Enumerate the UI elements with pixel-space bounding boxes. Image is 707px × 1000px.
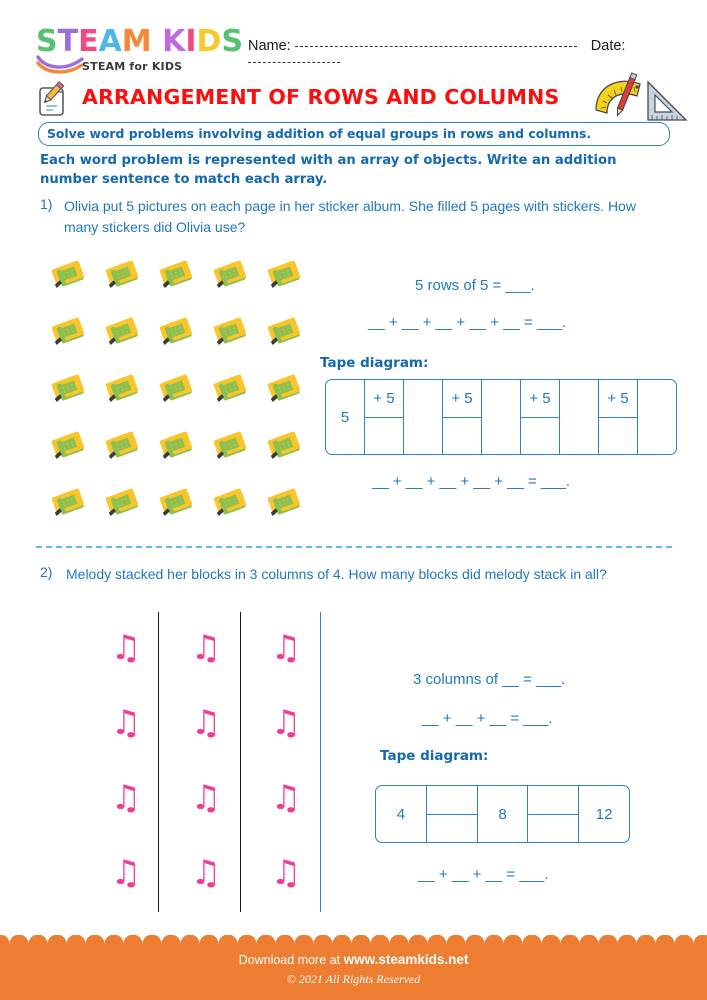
sticker-books-icon bbox=[42, 245, 96, 302]
logo-letter-1: T bbox=[57, 24, 79, 59]
tape-cell[interactable]: 12 bbox=[595, 805, 613, 823]
sticker-books-icon bbox=[204, 416, 258, 473]
music-note-icon: ♫ bbox=[270, 777, 302, 818]
tape-cell[interactable] bbox=[528, 786, 579, 842]
logo-letter-3: A bbox=[98, 24, 122, 59]
tape-cell-top: + 5 bbox=[521, 380, 559, 418]
name-date-row bbox=[248, 38, 688, 62]
tape-cell-bottom bbox=[521, 418, 559, 455]
problem-2-tape-diagram bbox=[375, 785, 630, 843]
logo-tagline: STEAM for KIDS bbox=[82, 60, 183, 73]
tape-cell-top: + 5 bbox=[599, 380, 637, 418]
music-note-icon: ♫ bbox=[270, 852, 302, 893]
tape-cell[interactable]: 8 bbox=[478, 786, 529, 842]
instruction-detail: Each word problem is represented with an array of objects. Write an addition number sentence to match each array. bbox=[40, 153, 617, 187]
problem-1-text: Olivia put 5 pictures on each page in her sticker album. She filled 5 pages with stickers. How many stickers did Olivia use? bbox=[64, 198, 636, 235]
column-separator-2 bbox=[240, 612, 241, 912]
tape-cell-top bbox=[528, 786, 578, 815]
page-title: ARRANGEMENT OF ROWS AND COLUMNS bbox=[82, 85, 560, 109]
music-note-icon: ♫ bbox=[110, 627, 142, 668]
instruction-box bbox=[38, 122, 670, 146]
sticker-books-icon bbox=[96, 473, 150, 530]
sticker-books-icon bbox=[42, 416, 96, 473]
tape-cell[interactable]: 5 bbox=[326, 380, 365, 454]
tape-cell-top: + 5 bbox=[443, 380, 481, 418]
ruler-triangle-pencil-icon bbox=[588, 70, 693, 128]
column-separator-3 bbox=[320, 612, 321, 912]
problem-1-tape-diagram bbox=[325, 379, 677, 455]
tape-cell[interactable] bbox=[443, 380, 482, 454]
date-label: Date: bbox=[590, 38, 626, 54]
date-input-line[interactable] bbox=[248, 62, 340, 63]
music-note-icon: ♫ bbox=[190, 627, 222, 668]
tape-cell[interactable] bbox=[638, 380, 676, 454]
logo-letter-7: I bbox=[185, 24, 197, 59]
tape-cell-bottom bbox=[599, 418, 637, 455]
logo-letter-9: S bbox=[221, 24, 244, 59]
sticker-books-icon bbox=[258, 359, 312, 416]
tape-cell-bottom bbox=[427, 815, 477, 843]
problem-2-equation-3[interactable]: __ + __ + __ = ___. bbox=[418, 866, 549, 883]
music-note-icon: ♫ bbox=[110, 852, 142, 893]
tape-cell-top: + 5 bbox=[365, 380, 403, 418]
steam-kids-logo bbox=[36, 24, 244, 79]
footer-scallop-edge bbox=[0, 935, 707, 953]
logo-letter-2: E bbox=[78, 24, 99, 59]
footer-copyright: © 2021 All Rights Reserved bbox=[286, 972, 421, 986]
page-header bbox=[0, 0, 707, 78]
pencil-document-icon bbox=[33, 80, 73, 120]
problem-2-array bbox=[86, 610, 326, 910]
logo-letter-8: D bbox=[196, 24, 222, 59]
name-label: Name: bbox=[248, 38, 291, 54]
footer-download-prefix: Download more at bbox=[238, 953, 341, 967]
tape-cell-bottom bbox=[528, 815, 578, 843]
tape-cell[interactable]: 4 bbox=[376, 786, 427, 842]
problem-1-number: 1) bbox=[40, 196, 53, 212]
sticker-books-icon bbox=[150, 416, 204, 473]
tape-cell[interactable] bbox=[599, 380, 638, 454]
problem-2-number: 2) bbox=[40, 564, 53, 580]
logo-letter-6: K bbox=[162, 24, 186, 59]
sticker-books-icon bbox=[150, 359, 204, 416]
sticker-books-icon bbox=[204, 473, 258, 530]
tape-cell-bottom bbox=[443, 418, 481, 455]
sticker-books-icon bbox=[204, 245, 258, 302]
sticker-books-icon bbox=[150, 302, 204, 359]
problem-1-array bbox=[42, 245, 312, 530]
problem-2-equation-1[interactable]: 3 columns of __ = ___. bbox=[413, 671, 566, 688]
sticker-books-icon bbox=[150, 473, 204, 530]
problem-1-tape-label: Tape diagram: bbox=[320, 355, 429, 371]
problem-2-text: Melody stacked her blocks in 3 columns of 4. How many blocks did melody stack in all? bbox=[66, 566, 607, 582]
music-note-icon: ♫ bbox=[110, 702, 142, 743]
logo-letter-0: S bbox=[36, 24, 58, 59]
instruction-text: Solve word problems involving addition of equal groups in rows and columns. bbox=[47, 126, 592, 141]
sticker-books-icon bbox=[150, 245, 204, 302]
sticker-books-icon bbox=[258, 245, 312, 302]
section-divider bbox=[36, 546, 672, 548]
sticker-books-icon bbox=[258, 473, 312, 530]
music-note-icon: ♫ bbox=[270, 627, 302, 668]
sticker-books-icon bbox=[42, 359, 96, 416]
logo-letter-5 bbox=[152, 27, 162, 57]
tape-cell[interactable] bbox=[521, 380, 560, 454]
music-note-icon: ♫ bbox=[110, 777, 142, 818]
problem-1-equation-1[interactable]: 5 rows of 5 = ___. bbox=[415, 277, 535, 294]
music-note-icon: ♫ bbox=[190, 777, 222, 818]
music-note-icon: ♫ bbox=[270, 702, 302, 743]
title-row bbox=[0, 78, 707, 120]
logo-letter-4: M bbox=[121, 24, 152, 59]
sticker-books-icon bbox=[96, 416, 150, 473]
footer-site-link[interactable]: www.steamkids.net bbox=[343, 952, 469, 967]
column-separator-1 bbox=[158, 612, 159, 912]
sticker-books-icon bbox=[96, 245, 150, 302]
sticker-books-icon bbox=[96, 302, 150, 359]
sticker-books-icon bbox=[42, 473, 96, 530]
sticker-books-icon bbox=[258, 302, 312, 359]
problem-2-equation-2[interactable]: __ + __ + __ = ___. bbox=[422, 710, 553, 727]
tape-cell-top bbox=[427, 786, 477, 815]
problem-2-tape-label: Tape diagram: bbox=[380, 748, 489, 764]
logo-swoosh-icon bbox=[36, 53, 84, 75]
tape-cell[interactable] bbox=[427, 786, 478, 842]
sticker-books-icon bbox=[96, 359, 150, 416]
sticker-books-icon bbox=[258, 416, 312, 473]
tape-cell[interactable] bbox=[560, 380, 599, 454]
tape-cell[interactable] bbox=[365, 380, 404, 454]
sticker-books-icon bbox=[204, 302, 258, 359]
sticker-books-icon bbox=[204, 359, 258, 416]
page-footer bbox=[0, 944, 707, 1000]
tape-cell[interactable] bbox=[482, 380, 521, 454]
tape-cell-bottom bbox=[365, 418, 403, 455]
problem-1-equation-3[interactable]: __ + __ + __ + __ + __ = ___. bbox=[372, 473, 571, 490]
name-input-line[interactable] bbox=[295, 46, 577, 47]
music-note-icon: ♫ bbox=[190, 852, 222, 893]
music-note-icon: ♫ bbox=[190, 702, 222, 743]
sticker-books-icon bbox=[42, 302, 96, 359]
problem-1-equation-2[interactable]: __ + __ + __ + __ + __ = ___. bbox=[368, 314, 567, 331]
footer-download-line bbox=[0, 952, 707, 967]
tape-cell[interactable] bbox=[404, 380, 443, 454]
